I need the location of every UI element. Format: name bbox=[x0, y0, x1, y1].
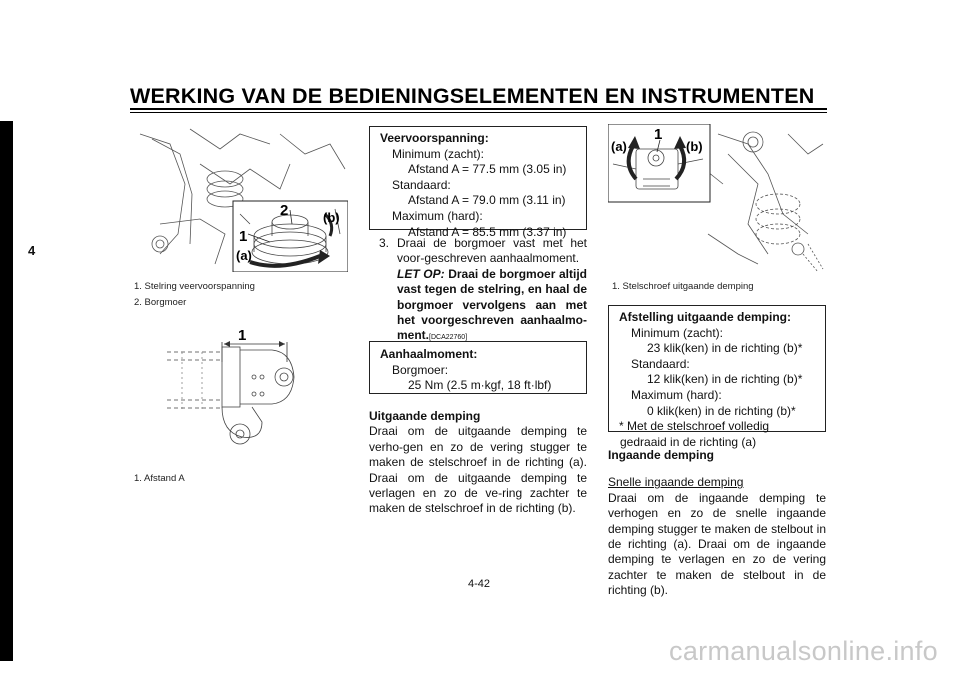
step-text: Draai de borgmoer vast met het voor-geschreven aanhaalmoment. bbox=[397, 236, 587, 266]
figure-rebound-adjuster bbox=[608, 124, 826, 272]
torque-title: Aanhaalmoment: bbox=[380, 347, 478, 361]
spring-preload-spec-box bbox=[369, 126, 587, 239]
figure2-caption-1: 1. Afstand A bbox=[134, 473, 185, 484]
label-2: 2 bbox=[280, 202, 289, 219]
label-a: (a) bbox=[611, 139, 627, 154]
rebound-heading: Uitgaande demping bbox=[369, 409, 481, 423]
rebound-spec-title: Afstelling uitgaande demping: bbox=[619, 310, 792, 324]
step-number: 3. bbox=[379, 236, 390, 250]
compression-section bbox=[608, 448, 826, 599]
figure1-caption-2: 2. Borgmoer bbox=[134, 297, 187, 308]
figure1-caption-1: 1. Stelring veervoorspanning bbox=[134, 281, 255, 292]
rebound-std-value: 12 klik(ken) in de richting (b)* bbox=[647, 372, 803, 387]
spec-min-value: Afstand A = 77.5 mm (3.05 in) bbox=[408, 162, 567, 177]
figure-spring-preload bbox=[130, 124, 348, 272]
step-3 bbox=[379, 236, 587, 346]
spec-std-value: Afstand A = 79.0 mm (3.11 in) bbox=[408, 193, 566, 208]
rebound-std-label: Standaard: bbox=[631, 356, 690, 371]
rebound-note: * Met de stelschroef volledig gedraaid in de richting (a) bbox=[619, 419, 770, 449]
label-1: 1 bbox=[654, 126, 663, 143]
figure3-caption-1: 1. Stelschroef uitgaande demping bbox=[612, 281, 754, 292]
distance-illustration bbox=[162, 322, 332, 462]
label-1: 1 bbox=[239, 228, 248, 245]
chapter-tab-bar bbox=[0, 121, 13, 661]
header-rule bbox=[130, 108, 827, 110]
label-b: (b) bbox=[686, 139, 703, 154]
torque-value: 25 Nm (2.5 m·kgf, 18 ft·lbf) bbox=[408, 378, 552, 393]
chapter-number: 4 bbox=[28, 243, 36, 258]
label-b: (b) bbox=[323, 210, 340, 225]
figure-distance-a bbox=[162, 322, 332, 462]
caution-label: LET OP: bbox=[397, 266, 445, 281]
compression-text: Draai om de ingaande demping te verhogen en zo de snelle ingaande demping stugger te maken de stelbout in de richting (a). Draai om de ingaande demping te verlagen en zo de vering zachter te maken de stelbout in de richting (b). bbox=[608, 490, 826, 598]
torque-label: Borgmoer: bbox=[392, 362, 449, 377]
label-a: (a) bbox=[236, 248, 252, 263]
rebound-min-label: Minimum (zacht): bbox=[631, 325, 724, 340]
spec-max-value: Afstand A = 85.5 mm (3.37 in) bbox=[408, 224, 567, 239]
compression-subheading: Snelle ingaande demping bbox=[608, 475, 744, 490]
rebound-adjuster-illustration bbox=[608, 124, 826, 272]
caution bbox=[397, 267, 587, 346]
rebound-section bbox=[369, 409, 587, 517]
caution-text: Draai de borgmoer altijd vast tegen de stelring, en haal de borgmoer vervolgens aan met het voorgeschreven aanhaalmo-ment. bbox=[397, 266, 587, 343]
page-title: WERKING VAN DE BEDIENINGSELEMENTEN EN INSTRUMENTEN bbox=[130, 84, 815, 108]
watermark: carmanualsonline.info bbox=[669, 636, 938, 666]
spec-min-label: Minimum (zacht): bbox=[392, 146, 485, 161]
rebound-spec-box bbox=[608, 305, 826, 449]
label-1: 1 bbox=[238, 327, 247, 344]
rebound-text: Draai om de uitgaande demping te verho-gen en zo de vering stugger te maken de stelschroef in de richting (a). Draai om de uitgaande demping te verlagen en zo de ve-ring zachter te maken de stelschroef in de richting (b). bbox=[369, 424, 587, 516]
rebound-max-value: 0 klik(ken) in de richting (b)* bbox=[647, 403, 796, 418]
spec-title: Veervoorspanning: bbox=[380, 131, 489, 145]
page-number: 4-42 bbox=[468, 578, 491, 590]
spec-std-label: Standaard: bbox=[392, 177, 451, 192]
header-rule-thin bbox=[130, 112, 827, 113]
shock-absorber-illustration bbox=[130, 124, 348, 272]
torque-spec-box bbox=[369, 341, 587, 394]
rebound-max-label: Maximum (hard): bbox=[631, 387, 722, 402]
compression-heading: Ingaande demping bbox=[608, 448, 715, 462]
rebound-min-value: 23 klik(ken) in de richting (b)* bbox=[647, 341, 803, 356]
spec-max-label: Maximum (hard): bbox=[392, 208, 483, 223]
caution-code: [DCA22760] bbox=[429, 334, 468, 342]
